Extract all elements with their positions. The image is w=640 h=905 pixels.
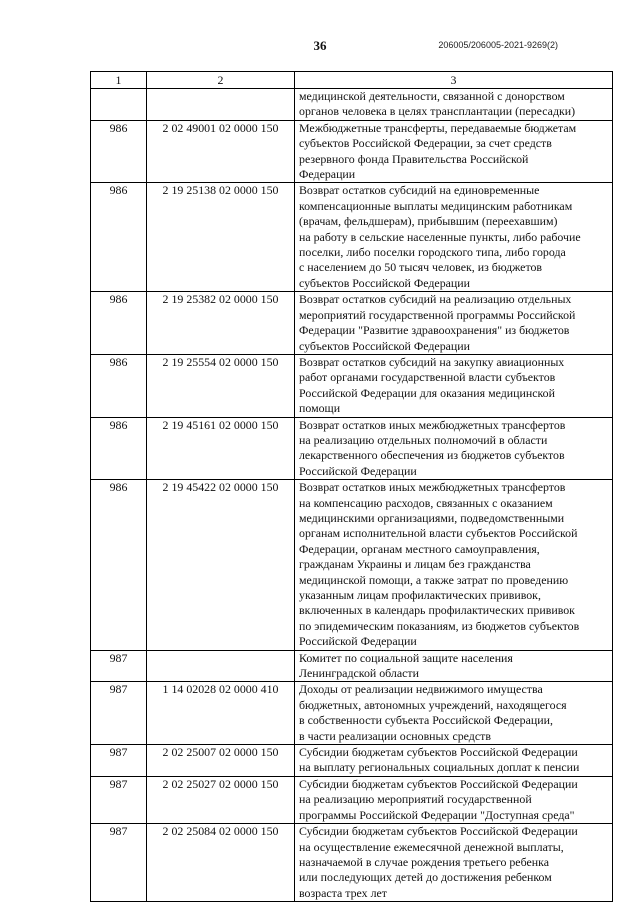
administrator-code-cell: 987 [91,824,147,902]
column-header-2: 2 [147,72,295,89]
revenue-name-line: в собственности субъекта Российской Федерации, [299,713,553,728]
revenue-code-cell: 2 02 25007 02 0000 150 [147,745,295,777]
revenue-code-cell: 2 02 49001 02 0000 150 [147,120,295,183]
revenue-code-cell: 1 14 02028 02 0000 410 [147,682,295,745]
table-row [91,650,613,682]
revenue-name-cell [295,745,613,777]
administrator-code-cell: 986 [91,480,147,650]
revenue-name-cell [295,650,613,682]
revenue-codes-table [90,71,613,902]
revenue-code-cell [147,650,295,682]
revenue-code-cell: 2 19 25554 02 0000 150 [147,354,295,417]
revenue-name-line: мероприятий государственной программы Российской [299,307,576,322]
revenue-name-line: включенных в календарь профилактических прививок [299,603,575,618]
revenue-name-line: Федерации "Развитие здравоохранения" из бюджетов [299,323,570,338]
revenue-name-line: Российской Федерации [299,463,417,478]
table-row [91,745,613,777]
table-row [91,183,613,292]
revenue-name-line: поселки, либо поселки городского типа, либо города [299,245,566,260]
table-row [91,417,613,480]
table-row [91,480,613,650]
table-row [91,824,613,902]
table-header-row [91,72,613,89]
revenue-code-cell: 2 19 25382 02 0000 150 [147,292,295,355]
revenue-name-line: Субсидии бюджетам субъектов Российской Федерации [299,745,578,760]
revenue-name-line: медицинской помощи, а также затрат по проведению [299,572,569,587]
administrator-code-cell: 987 [91,682,147,745]
revenue-name-line: Федерации [299,167,356,182]
revenue-name-cell [295,183,613,292]
revenue-name-cell [295,292,613,355]
revenue-name-cell [295,824,613,902]
revenue-name-line: лекарственного обеспечения из бюджетов субъектов [299,448,565,463]
table-row [91,292,613,355]
revenue-name-line: возраста трех лет [299,885,388,900]
revenue-name-line: компенсационные выплаты медицинским работникам [299,198,573,213]
table-row [91,354,613,417]
administrator-code-cell: 986 [91,292,147,355]
administrator-code-cell [91,89,147,121]
revenue-name-line: Российской Федерации [299,634,417,649]
revenue-name-line: Комитет по социальной защите населения [299,650,513,665]
table-row [91,682,613,745]
revenue-name-cell [295,120,613,183]
administrator-code-cell: 987 [91,776,147,823]
revenue-name-line: медицинскими организациями, подведомственными [299,510,565,525]
table-row [91,120,613,183]
revenue-name-line: органам исполнительной власти субъектов Российской [299,526,578,541]
revenue-name-cell [295,776,613,823]
revenue-code-cell: 2 02 25084 02 0000 150 [147,824,295,902]
revenue-name-line: на компенсацию расходов, связанных с оказанием [299,495,553,510]
table-body [91,72,613,902]
revenue-name-line: по эпидемическим показаниям, из бюджетов субъектов [299,618,580,633]
revenue-name-line: бюджетных, автономных учреждений, находящегося [299,697,567,712]
revenue-name-cell [295,89,613,121]
revenue-name-line: на выплату региональных социальных доплат к пенсии [299,760,580,775]
revenue-name-line: органов человека в целях трансплантации (пересадки) [299,104,576,119]
revenue-name-line: Межбюджетные трансферты, передаваемые бюджетам [299,120,577,135]
column-header-3: 3 [295,72,613,89]
revenue-name-cell [295,480,613,650]
revenue-name-cell [295,682,613,745]
revenue-name-line: назначаемой в случае рождения третьего ребенка [299,854,549,869]
revenue-name-line: программы Российской Федерации "Доступная среда" [299,807,575,822]
revenue-name-line: субъектов Российской Федерации [299,275,471,290]
revenue-name-line: на реализацию мероприятий государственной [299,792,532,807]
revenue-name-line: работ органами государственной власти субъектов [299,370,556,385]
page-number: 36 [313,38,327,53]
revenue-name-line: на осуществление ежемесячной денежной выплаты, [299,839,564,854]
revenue-name-line: Ленинградской области [299,666,419,681]
revenue-code-cell [147,89,295,121]
table-row [91,776,613,823]
revenue-name-line: Федерации, органам местного самоуправления, [299,541,540,556]
revenue-name-line: Возврат остатков субсидий на закупку авиационных [299,354,565,369]
revenue-name-line: или последующих детей до достижения ребенком [299,870,552,885]
administrator-code-cell: 986 [91,354,147,417]
revenue-name-line: (врачам, фельдшерам), прибывшим (переехавшим) [299,214,558,229]
revenue-code-cell: 2 19 45161 02 0000 150 [147,417,295,480]
revenue-name-line: Возврат остатков субсидий на реализацию отдельных [299,292,572,307]
revenue-name-cell [295,354,613,417]
revenue-name-line: с населением до 50 тысяч человек, из бюджетов [299,260,543,275]
revenue-name-line: Возврат остатков иных межбюджетных трансфертов [299,480,566,495]
table-row [91,89,613,121]
revenue-name-line: в части реализации основных средств [299,728,491,743]
revenue-name-line: Российской Федерации для оказания медицинской [299,385,555,400]
revenue-name-line: указанным лицам профилактических прививок, [299,588,541,602]
revenue-name-cell [295,417,613,480]
administrator-code-cell: 987 [91,650,147,682]
revenue-name-line: на работу в сельские населенные пункты, либо рабочие [299,229,581,244]
revenue-name-line: Возврат остатков иных межбюджетных трансфертов [299,417,566,432]
revenue-name-line: гражданам Украины и лицам без гражданства [299,557,531,572]
administrator-code-cell: 986 [91,120,147,183]
column-header-1: 1 [91,72,147,89]
revenue-code-cell: 2 19 45422 02 0000 150 [147,480,295,650]
revenue-name-line: Доходы от реализации недвижимого имущества [299,682,543,697]
revenue-name-line: субъектов Российской Федерации [299,338,471,353]
revenue-name-line: резервного фонда Правительства Российской [299,151,529,166]
revenue-name-line: субъектов Российской Федерации, за счет средств [299,136,552,151]
document-code: 206005/206005-2021-9269(2) [438,40,558,50]
revenue-code-cell: 2 02 25027 02 0000 150 [147,776,295,823]
administrator-code-cell: 987 [91,745,147,777]
revenue-name-line: на реализацию отдельных полномочий в области [299,432,548,447]
administrator-code-cell: 986 [91,183,147,292]
revenue-name-line: медицинской деятельности, связанной с донорством [299,89,565,103]
revenue-name-line: Возврат остатков субсидий на единовременные [299,183,540,198]
revenue-name-line: Субсидии бюджетам субъектов Российской Федерации [299,824,578,839]
administrator-code-cell: 986 [91,417,147,480]
revenue-name-line: помощи [299,401,341,416]
revenue-name-line: Субсидии бюджетам субъектов Российской Федерации [299,776,578,791]
revenue-code-cell: 2 19 25138 02 0000 150 [147,183,295,292]
